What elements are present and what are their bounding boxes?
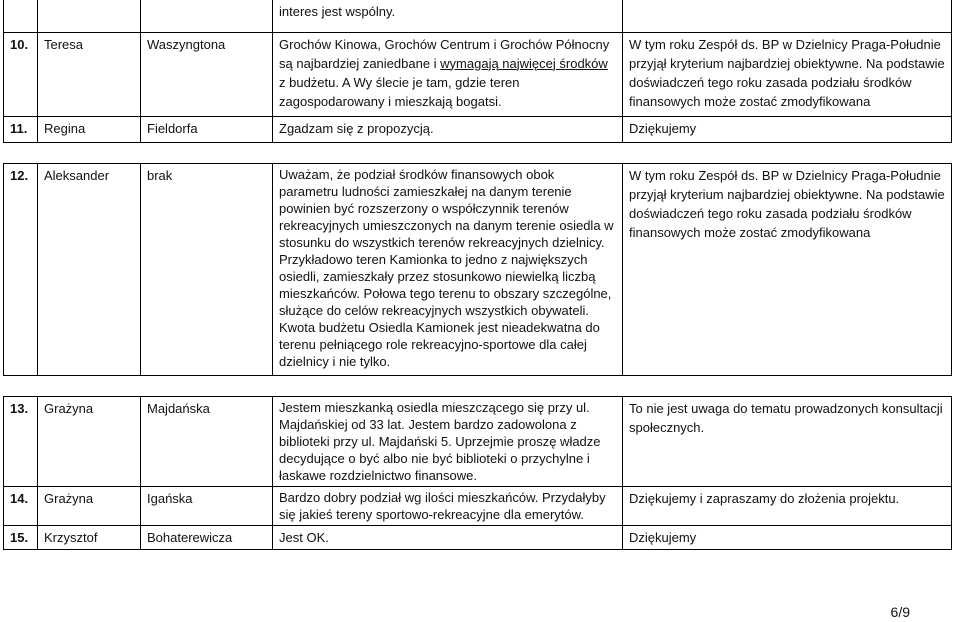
comment-cell: Grochów Kinowa, Grochów Centrum i Grochów Północny są najbardziej zaniedbane i wymagają najwięcej środków z budżetu. A Wy ślecie je tam, gdzie teren zagospodarowany i mieszkają bogatsi. bbox=[273, 32, 623, 116]
first-name: Aleksander bbox=[38, 163, 141, 375]
row-number: 14. bbox=[4, 486, 38, 525]
table-row bbox=[4, 525, 952, 549]
underlined-text: wymagają najwięcej środków bbox=[440, 55, 608, 71]
street: Bohaterewicza bbox=[141, 525, 273, 549]
street: Majdańska bbox=[141, 396, 273, 486]
table-row bbox=[4, 486, 952, 525]
first-name: Grażyna bbox=[38, 486, 141, 525]
answer-cell: Dziękujemy i zapraszamy do złożenia projektu. bbox=[623, 486, 952, 525]
row-number: 13. bbox=[4, 396, 38, 486]
row-number: 10. bbox=[4, 32, 38, 116]
answer-cell: W tym roku Zespół ds. BP w Dzielnicy Praga-Południe przyjął kryterium najbardziej obiektywne. Na podstawie doświadczeń tego roku zasada podziału środków finansowych może zostać zmodyfikowana bbox=[623, 163, 952, 375]
row-number: 12. bbox=[4, 163, 38, 375]
row-number: 15. bbox=[4, 525, 38, 549]
table-row bbox=[4, 32, 952, 116]
comment-cell: interes jest wspólny. bbox=[273, 0, 623, 32]
street: Igańska bbox=[141, 486, 273, 525]
answer-cell: Dziękujemy bbox=[623, 116, 952, 142]
first-name: Krzysztof bbox=[38, 525, 141, 549]
table-row bbox=[4, 396, 952, 486]
table-row bbox=[4, 0, 952, 32]
comment-cell: Jestem mieszkanką osiedla mieszczącego się przy ul. Majdańskiej od 33 lat. Jestem bardzo zadowolona z biblioteki przy ul. Majdański 5. Uprzejmie proszę władze decydujące o być albo nie być biblioteki o przychylne i łaskawe rozdzielnictwo finansowe. bbox=[273, 396, 623, 486]
row-number: 11. bbox=[4, 116, 38, 142]
street: Fieldorfa bbox=[141, 116, 273, 142]
street: Waszyngtona bbox=[141, 32, 273, 116]
table-row bbox=[4, 116, 952, 142]
street: brak bbox=[141, 163, 273, 375]
comment-cell: Uważam, że podział środków finansowych obok parametru ludności zamieszkałej na danym terenie powinien być rozszerzony o współczynnik terenów rekreacyjnych umieszczonych na danym terenie osiedla w stosunku do wszystkich terenów rekreacyjnych dzielnicy. Przykładowo teren Kamionka to jedno z największych osiedli, zamieszkały przez stosunkowo niewielką liczbą mieszkańców. Połowa tego terenu to obszary szczególne, służące do celów rekreacyjnych wszystkich obywateli. Kwota budżetu Osiedla Kamionek jest nieadekwatna do terenu pełniącego role rekreacyjno-sportowe dla całej dzielnicy i nie tylko. bbox=[273, 163, 623, 375]
answer-cell: To nie jest uwaga do tematu prowadzonych konsultacji społecznych. bbox=[623, 396, 952, 486]
answer-cell: W tym roku Zespół ds. BP w Dzielnicy Praga-Południe przyjął kryterium najbardziej obiektywne. Na podstawie doświadczeń tego roku zasada podziału środków finansowych może zostać zmodyfikowana bbox=[623, 32, 952, 116]
consultation-table bbox=[3, 0, 952, 550]
answer-cell: Dziękujemy bbox=[623, 525, 952, 549]
comment-cell: Jest OK. bbox=[273, 525, 623, 549]
first-name: Regina bbox=[38, 116, 141, 142]
comment-cell: Zgadzam się z propozycją. bbox=[273, 116, 623, 142]
table-row bbox=[4, 163, 952, 375]
page-number: 6/9 bbox=[890, 604, 910, 620]
first-name: Grażyna bbox=[38, 396, 141, 486]
comment-cell: Bardzo dobry podział wg ilości mieszkańców. Przydałyby się jakieś tereny sportowo-rekreacyjne dla emerytów. bbox=[273, 486, 623, 525]
first-name: Teresa bbox=[38, 32, 141, 116]
